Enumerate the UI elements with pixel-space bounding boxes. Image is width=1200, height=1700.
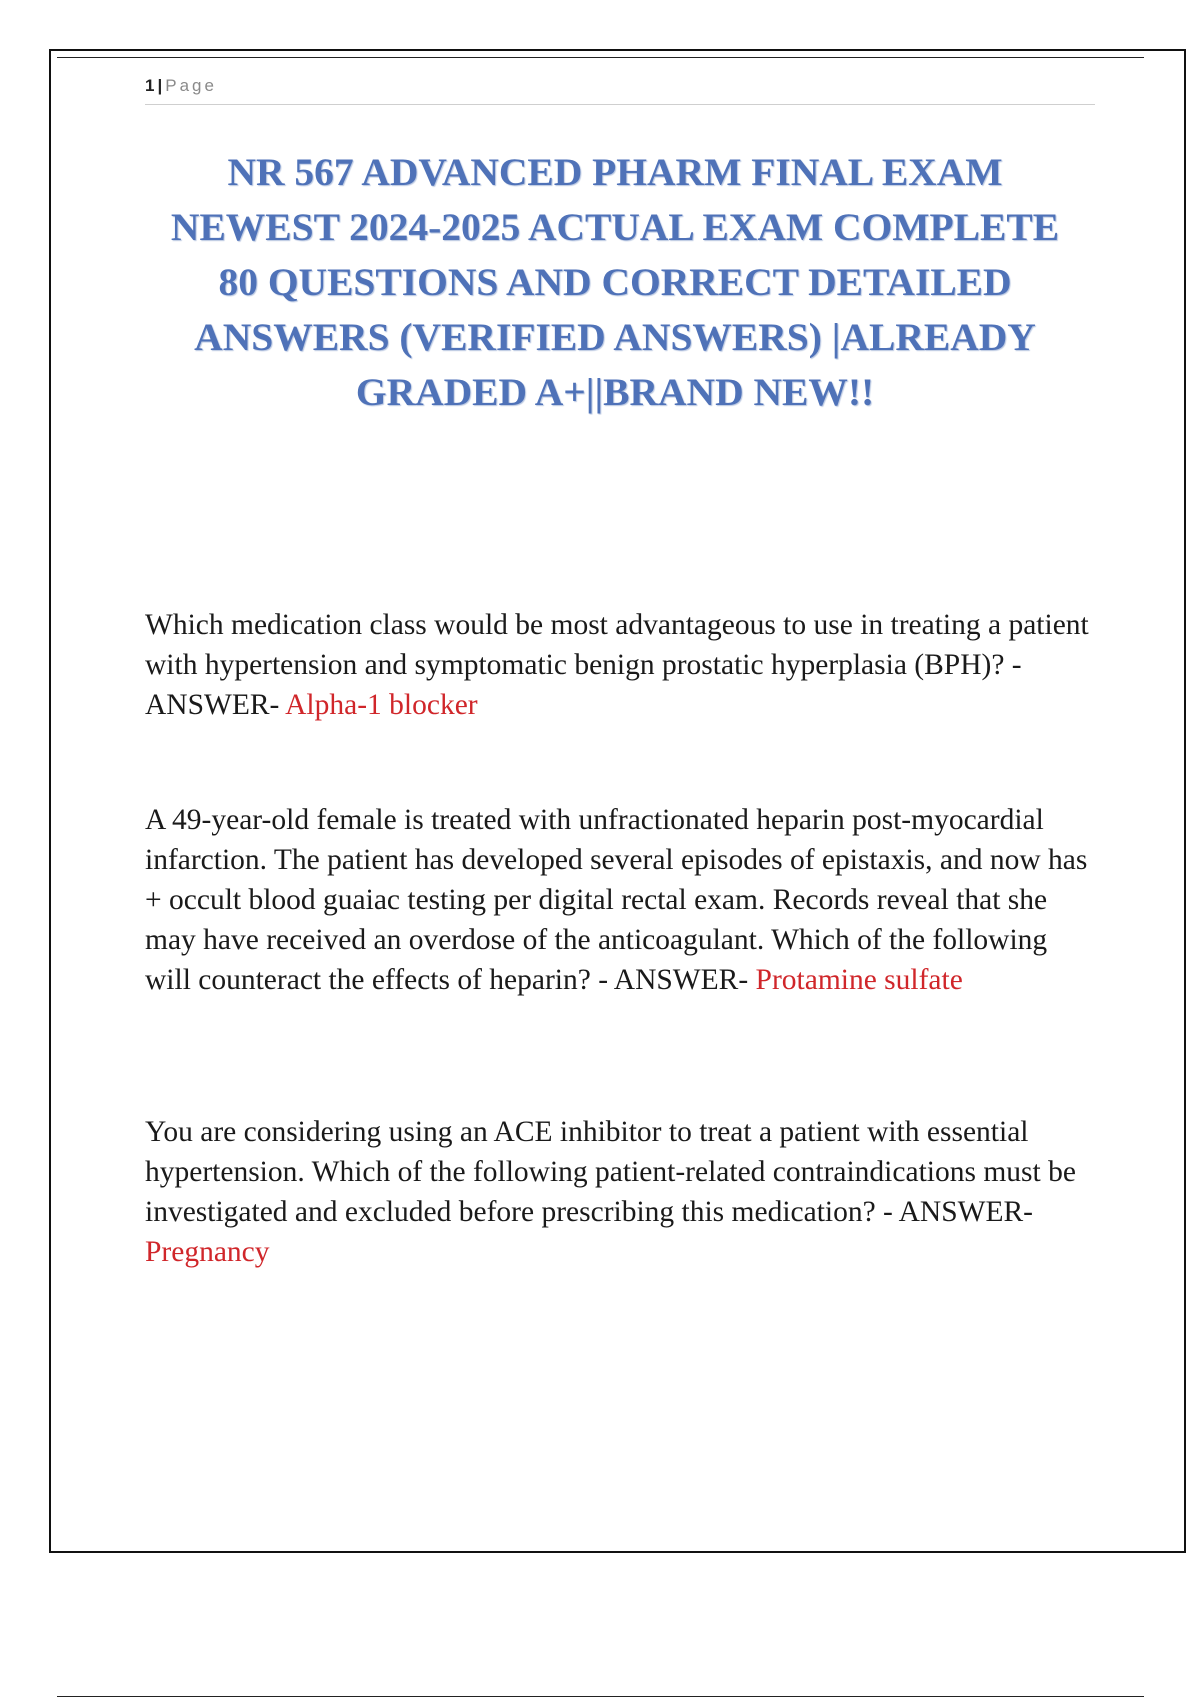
answer-text: Protamine sulfate <box>755 964 963 996</box>
bottom-rule <box>57 1696 1144 1697</box>
question-text: A 49-year-old female is treated with unfractionated heparin post-myocardial infarction. The patient has developed several episodes of epistaxis, and now has + occult blood guaiac testing per digital rectal exam. Records reveal that she may have received an overdose of the anticoagulant. Which of the following will counteract the effects of heparin? - ANSWER- <box>145 804 1088 996</box>
page-label: Page <box>165 76 217 95</box>
top-rule <box>57 57 1144 58</box>
title-line-3: 80 QUESTIONS AND CORRECT DETAILED <box>218 260 1012 304</box>
title-line-2: NEWEST 2024-2025 ACTUAL EXAM COMPLETE <box>170 205 1060 249</box>
answer-text: Pregnancy <box>145 1236 270 1268</box>
answer-text: Alpha-1 blocker <box>285 689 478 721</box>
question-text: You are considering using an ACE inhibitor to treat a patient with essential hypertension. Which of the following patient-related contraindications must be investigated and excluded before prescribing this medication? - ANSWER- <box>145 1116 1076 1228</box>
page-separator: | <box>157 76 163 95</box>
page-header <box>145 74 1095 105</box>
page-number: 1 <box>145 76 155 95</box>
question-text: Which medication class would be most advantageous to use in treating a patient with hypertension and symptomatic benign prostatic hyperplasia (BPH)? - ANSWER- <box>145 609 1089 721</box>
question-item <box>145 800 1095 1000</box>
question-item <box>145 1112 1095 1272</box>
document-title <box>120 145 1110 420</box>
title-line-4: ANSWERS (VERIFIED ANSWERS) |ALREADY <box>194 315 1036 359</box>
question-item <box>145 605 1095 725</box>
title-line-1: NR 567 ADVANCED PHARM FINAL EXAM <box>227 150 1003 194</box>
title-line-5: GRADED A+||BRAND NEW!! <box>355 370 875 414</box>
